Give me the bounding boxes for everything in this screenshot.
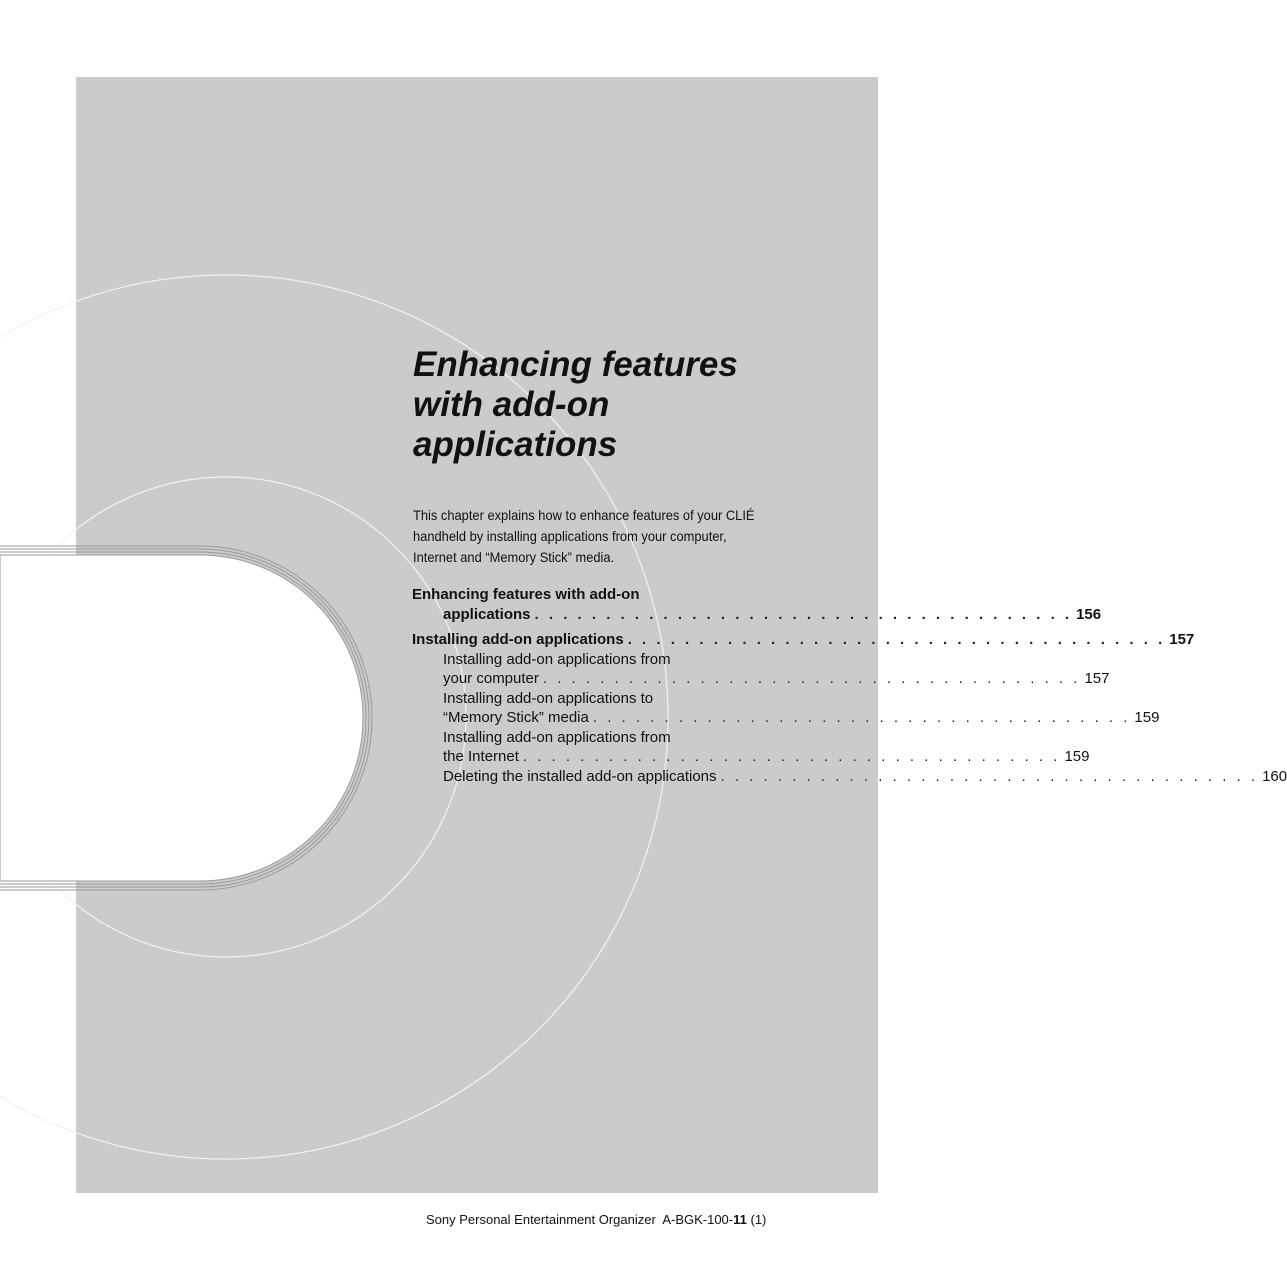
toc-entry-text: the Internet (443, 748, 519, 765)
toc-leader-dots: . . . . . . . . . . . . . . . . . . . . . . . . . . . . . . . . . . . . . . (627, 631, 1166, 648)
toc-entry-title[interactable] (412, 585, 793, 605)
page-footer (426, 1212, 766, 1227)
footer-product: Sony Personal Entertainment Organizer (426, 1212, 656, 1227)
toc-entry-text: your computer (443, 670, 539, 687)
chapter-title-line: Enhancing features (413, 345, 738, 384)
toc-leader-dots: . . . . . . . . . . . . . . . . . . . . . . . . . . . . . . . . . . . . . . (720, 767, 1259, 785)
toc-entry-link[interactable] (412, 605, 1102, 625)
toc-entry-text: Installing add-on applications from (443, 728, 671, 746)
footer-code-number: 11 (733, 1212, 747, 1227)
intro-line: This chapter explains how to enhance features of your CLIÉ (413, 507, 755, 523)
toc-entry-link[interactable] (412, 630, 1195, 650)
intro-line: handheld by installing applications from your computer, (413, 528, 727, 544)
toc-leader-dots: . . . . . . . . . . . . . . . . . . . . . . . . . . . . . . . . . . . . . . (534, 605, 1073, 623)
table-of-contents (412, 585, 1287, 786)
toc-entry-text: Installing add-on applications (412, 631, 624, 648)
toc-entry-link[interactable] (412, 669, 1110, 689)
toc-leader-dots: . . . . . . . . . . . . . . . . . . . . . . . . . . . . . . . . . . . . . . (592, 709, 1131, 726)
toc-leader-dots: . . . . . . . . . . . . . . . . . . . . . . . . . . . . . . . . . . . . . . (522, 748, 1061, 765)
toc-entry-text: Deleting the installed add-on applications (443, 767, 717, 785)
toc-page-number: 160 (1262, 767, 1287, 785)
toc-entry-text: Installing add-on applications to (443, 689, 654, 707)
intro-line: Internet and “Memory Stick” media. (413, 549, 615, 565)
chapter-title (413, 345, 853, 465)
chapter-title-line: applications (413, 425, 618, 464)
footer-code-prefix: A-BGK-100- (662, 1212, 734, 1227)
toc-entry-text: applications (443, 605, 531, 623)
toc-page-number: 157 (1169, 631, 1195, 648)
chapter-title-line: with add-on (413, 385, 610, 424)
toc-entry-link[interactable] (412, 767, 1287, 787)
toc-entry-text: Installing add-on applications from (443, 650, 671, 668)
toc-page-number: 157 (1084, 670, 1110, 687)
toc-entry-text: “Memory Stick” media (443, 709, 589, 726)
toc-page-number: 159 (1134, 709, 1160, 726)
toc-entry-link[interactable] (412, 708, 1160, 728)
toc-entry-link[interactable] (412, 747, 1090, 767)
toc-entry-title[interactable] (412, 728, 793, 748)
toc-entry-title[interactable] (412, 689, 793, 709)
toc-page-number: 159 (1064, 748, 1090, 765)
chapter-intro (413, 505, 799, 568)
toc-entry-text: Enhancing features with add-on (412, 586, 640, 603)
footer-code-suffix: (1) (750, 1212, 767, 1227)
toc-page-number: 156 (1076, 605, 1102, 623)
toc-leader-dots: . . . . . . . . . . . . . . . . . . . . . . . . . . . . . . . . . . . . . . (542, 670, 1081, 687)
chapter-tab-shape (0, 540, 390, 896)
toc-entry-title[interactable] (412, 650, 793, 670)
